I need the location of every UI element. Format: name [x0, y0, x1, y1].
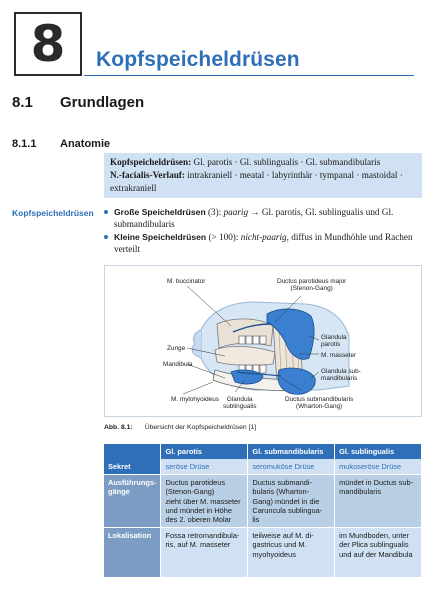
section-title: Grundlagen [60, 94, 145, 111]
label-buccinator: M. buccinator [167, 278, 206, 285]
label-masseter: M. masseter [321, 352, 357, 359]
caption-number: Abb. 8.1: [104, 424, 133, 431]
table-cell [248, 459, 335, 475]
label-glandula-parotis: Glandula parotis [321, 334, 347, 349]
label-glandula-sublingualis: Glandula sublingualis [223, 396, 257, 411]
summary-text-1: Gl. parotis · Gl. sublingualis · Gl. submandibularis [191, 157, 381, 167]
summary-box [104, 153, 422, 198]
bullet-italic: nicht-paarig, [240, 232, 289, 242]
label-zunge: Zunge [167, 345, 186, 352]
table-header-cell: Gl. sublingualis [335, 444, 422, 459]
section-heading [0, 94, 426, 112]
chapter-rule [84, 75, 414, 76]
bullet-dot-icon [104, 235, 108, 239]
chapter-title: Kopfspeicheldrüsen [96, 48, 300, 71]
label-ductus-submandibularis: Ductus submandibularis (Wharton-Gang) [285, 396, 354, 411]
bullet-bold: Kleine Speicheldrüsen [114, 232, 207, 242]
table-row-head: Ausführungs- gänge [104, 475, 161, 528]
bullet-item [104, 206, 420, 230]
table-header-cell: Gl. submandibularis [248, 444, 335, 459]
table-row [104, 459, 422, 475]
table-header-cell [104, 444, 161, 459]
table-cell-text: seromuköse Drüse [252, 462, 315, 471]
bullet-bold: Große Speicheldrüsen [114, 207, 206, 217]
chapter-number-box [14, 12, 82, 76]
label-mandibula: Mandibula [163, 361, 193, 368]
section-number: 8.1 [12, 94, 33, 111]
bullet-dot-icon [104, 210, 108, 214]
subsection-number: 8.1.1 [12, 138, 37, 150]
table-cell: Ductus parotideus (Stenon-Gang) zieht über M. masseter und mündet in Höhe des 2. oberen Molar [161, 475, 248, 528]
table-cell: Fossa retromandibula- ris, auf M. masseter [161, 528, 248, 578]
summary-label-1: Kopfspeicheldrüsen: [110, 157, 192, 167]
table-row-head: Lokalisation [104, 528, 161, 578]
label-glandula-submandibularis: Glandula sub- mandibularis [321, 368, 361, 383]
bullet-plain: (3): [205, 207, 224, 217]
table-cell: teilweise auf M. di- gastricus und M. myohyoideus [248, 528, 335, 578]
chapter-number: 8 [30, 15, 66, 73]
subsection-heading [0, 138, 426, 152]
figure-caption [104, 424, 256, 431]
table-row-head: Sekret [104, 459, 161, 475]
bullet-rest: → Gl. parotis, Gl. sublingualis und Gl. submandibularis [114, 207, 394, 229]
table-header-cell: Gl. parotis [161, 444, 248, 459]
face-profile [192, 330, 201, 358]
summary-line-2 [110, 169, 416, 195]
anatomy-figure [104, 265, 422, 417]
anatomy-illustration [105, 266, 423, 418]
table-cell: Ductus submandi- bularis (Wharton- Gang) mündet in die Caruncula sublingua- lis [248, 475, 335, 528]
table-cell-text: mukoseröse Drüse [339, 462, 402, 471]
subsection-title: Anatomie [60, 138, 111, 150]
summary-line-1 [110, 156, 416, 169]
label-ductus-parotideus: Ductus parotideus major (Stenon-Gang) [277, 278, 347, 293]
bullet-italic: paarig [223, 207, 249, 217]
summary-text-2: intrakraniell · meatal · labyrinthär · tympanal · mastoidal · extrakraniell [110, 170, 403, 193]
bullet-rest: diffus in Mundhöhle und Rachen verteilt [114, 232, 413, 254]
summary-label-2: N.-facialis-Verlauf: [110, 170, 185, 180]
table-cell: im Mundboden, unter der Plica sublingualis und auf der Mandibula [335, 528, 422, 578]
table-cell [161, 459, 248, 475]
table-cell: mündet in Ductus sub- mandibularis [335, 475, 422, 528]
caption-text: Übersicht der Kopfspeicheldrüsen [1] [144, 424, 257, 431]
table-row [104, 528, 422, 578]
table-cell [335, 459, 422, 475]
bullet-item [104, 231, 420, 255]
bullet-list [104, 206, 420, 256]
bullet-plain: (> 100): [206, 232, 241, 242]
margin-label: Kopfspeicheldrüsen [12, 208, 94, 218]
table-header-row [104, 444, 422, 459]
label-mylohyoideus: M. mylohyoideus [171, 396, 219, 403]
table-cell-text: seröse Drüse [165, 462, 210, 471]
gland-comparison-table [104, 444, 422, 578]
table-row [104, 475, 422, 528]
